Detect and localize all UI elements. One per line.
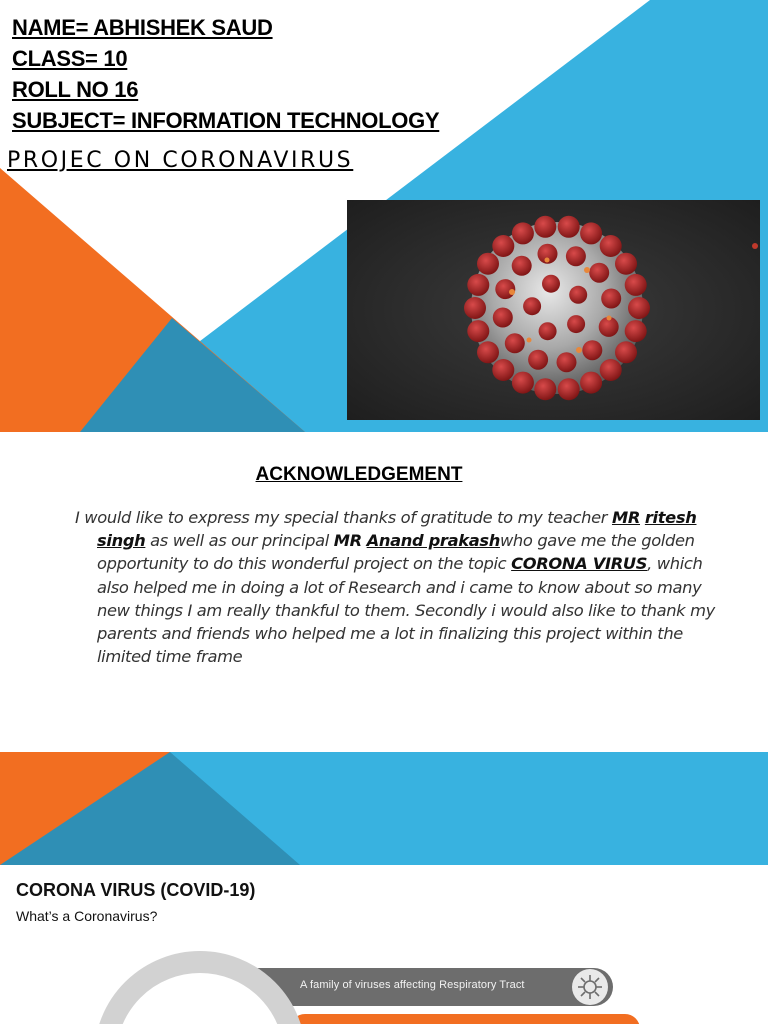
virus-spike (557, 352, 577, 372)
virus-spike (512, 256, 532, 276)
virus-spike (625, 320, 647, 342)
virus-spike (477, 253, 499, 275)
virus-spike (615, 341, 637, 363)
virus-spike (580, 222, 602, 244)
student-roll: ROLL NO 16 (12, 77, 139, 102)
acknowledgement-text (75, 506, 717, 668)
virus-spike (580, 372, 602, 394)
virus-spike (512, 222, 534, 244)
virus-spike (534, 216, 556, 238)
virus-spike (600, 235, 622, 257)
virus-spike (600, 359, 622, 381)
principal-prefix: MR (333, 531, 362, 551)
virus-spike (523, 297, 541, 315)
title-slide (0, 0, 768, 432)
virus-spike (505, 333, 525, 353)
virus-icon (572, 969, 608, 1005)
virus-spike (615, 253, 637, 275)
virus-spike (467, 320, 489, 342)
ack-text-1: I would like to express my special thanks of gratitude to my teacher (75, 508, 612, 527)
virus-spike (534, 378, 556, 400)
virus-spike (492, 235, 514, 257)
virus-spike (567, 315, 585, 333)
student-class: CLASS= 10 (12, 46, 128, 71)
principal-name: Anand prakash (366, 531, 500, 551)
virus-spike (528, 350, 548, 370)
ack-text-4: , which also helped me in doing a lot of Research and i came to know about so many new things I am really thankful to them. Secondly i would also like to thank my parents and friends who helped me a lot in finalizing this project within the limited time frame (97, 554, 715, 667)
coronavirus-subtitle: What’s a Coronavirus? (16, 908, 158, 924)
virus-spike (566, 246, 586, 266)
virus-spike (542, 275, 560, 293)
virus-spike (558, 216, 580, 238)
virus-spike (628, 297, 650, 319)
coronavirus-slide (0, 752, 768, 1024)
ack-text-3: who gave me the golden opportunity to do this wonderful project on the topic (97, 531, 695, 574)
acknowledgement-slide (0, 432, 768, 752)
virus-spike (625, 274, 647, 296)
teacher-prefix: MR (611, 508, 641, 527)
virus-spike (569, 286, 587, 304)
student-subject: SUBJECT= INFORMATION TECHNOLOGY (12, 108, 440, 133)
virus-spike (589, 263, 609, 283)
virus-spike (477, 341, 499, 363)
virus-spike (512, 372, 534, 394)
ack-text-2: as well as our principal (145, 531, 334, 551)
virus-spike (493, 308, 513, 328)
virus-spike (601, 289, 621, 309)
info-pill-label: A family of viruses affecting Respiratory Tract (300, 979, 525, 991)
virus-spike (558, 378, 580, 400)
topic-name: CORONA VIRUS (511, 554, 648, 574)
virus-spike (464, 297, 486, 319)
virus-spike (539, 322, 557, 340)
teacher-name: ritesh singh (97, 508, 697, 551)
orange-pill (290, 1014, 640, 1024)
student-name: NAME= ABHISHEK SAUD (12, 15, 273, 40)
acknowledgement-title: ACKNOWLEDGEMENT (255, 464, 463, 485)
project-title: PROJEC ON CORONAVIRUS (7, 148, 354, 173)
student-info (12, 12, 439, 136)
virus-spike (467, 274, 489, 296)
coronavirus-title: CORONA VIRUS (COVID-19) (16, 880, 256, 900)
virus-spike (492, 359, 514, 381)
virus-spike (582, 340, 602, 360)
coronavirus-image (347, 200, 760, 420)
